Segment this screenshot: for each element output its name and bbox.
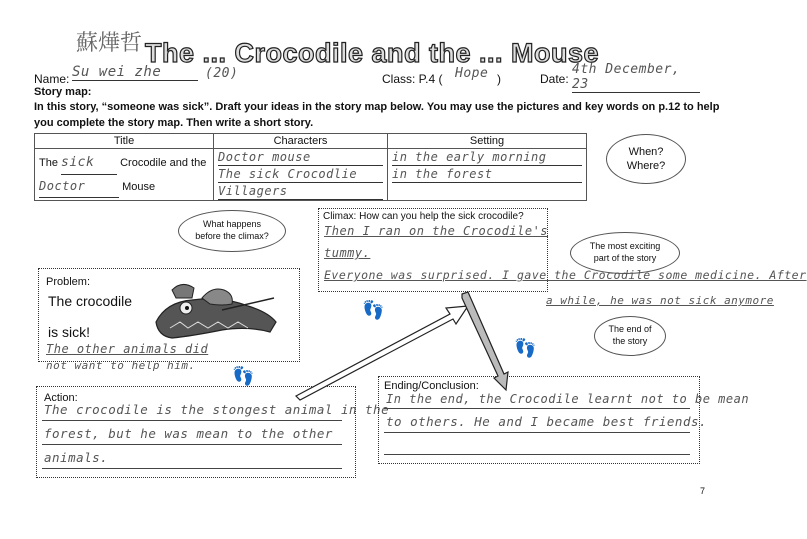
cloud-end-story: The end of the story — [594, 316, 666, 356]
worksheet-title: The ... Crocodile and the ... Mouse — [145, 38, 600, 68]
title-end: Mouse — [122, 180, 156, 193]
cloud-before-climax: What happens before the climax? — [178, 210, 286, 252]
character-3: Villagers — [218, 183, 383, 200]
title-word-1: sick — [61, 152, 117, 175]
page-number: 7 — [700, 486, 706, 496]
setting-1: in the early morning — [392, 149, 582, 166]
characters-cell — [214, 149, 388, 201]
name-value: Su wei zhe — [72, 64, 198, 81]
action-label: Action: — [44, 392, 78, 404]
ending-rule-3 — [384, 454, 690, 455]
action-rule-2 — [42, 444, 342, 445]
class-close: ) — [497, 72, 501, 86]
cloud-when-where: When? Where? — [606, 134, 686, 184]
character-1: Doctor mouse — [218, 149, 383, 166]
arrow-down-to-ending — [458, 288, 518, 394]
story-map-table — [34, 133, 587, 201]
action-rule-3 — [42, 468, 342, 469]
class-value: Hope — [455, 66, 489, 81]
title-cell — [35, 149, 214, 201]
title-header: Title — [35, 134, 214, 149]
setting-2: in the forest — [392, 166, 582, 183]
story-map-heading: Story map: — [34, 86, 92, 98]
title-word-2: Doctor — [39, 175, 119, 198]
ending-rule-2 — [384, 432, 690, 433]
problem-label: Problem: — [46, 276, 91, 288]
climax-line-4: a while, he was not sick anymore — [546, 294, 774, 307]
footprints-icon: 👣 — [232, 366, 251, 386]
chinese-name: 蘇燁哲 — [76, 31, 143, 56]
ending-line-2: to others. He and I became best friends. — [386, 414, 708, 429]
ending-line-1: In the end, the Crocodile learnt not to be mean — [386, 392, 750, 406]
climax-label: Climax: How can you help the sick crocodile? — [323, 211, 524, 222]
problem-text-1: The crocodile — [48, 293, 133, 309]
footprints-icon: 👣 — [362, 300, 381, 320]
climax-line-2: tummy. — [324, 246, 371, 260]
date-label: Date: — [540, 72, 569, 86]
problem-text-2: is sick! — [48, 324, 90, 340]
setting-cell — [388, 149, 587, 201]
name-label: Name: — [34, 72, 70, 86]
climax-line-1: Then I ran on the Crocodile's — [324, 224, 549, 238]
action-rule-1 — [42, 420, 342, 421]
class-number-value: (20) — [205, 66, 239, 81]
class-label: Class: P.4 ( — [382, 72, 443, 86]
problem-hand-1: The other animals did — [46, 342, 209, 356]
title-middle: Crocodile and the — [120, 156, 207, 169]
date-value: 4th December, 23 — [572, 62, 700, 93]
character-2: The sick Crocodlie — [218, 166, 383, 183]
action-line-2: forest, but he was mean to the other — [44, 426, 333, 441]
climax-line-3: Everyone was surprised. I gave the Crocodile some medicine. After — [324, 268, 807, 282]
problem-hand-2: not want to help him. — [46, 359, 196, 372]
crocodile-illustration — [152, 276, 282, 348]
ending-label: Ending/Conclusion: — [384, 380, 479, 392]
setting-header: Setting — [388, 134, 587, 149]
title-prefix: The — [39, 156, 58, 169]
footprints-icon: 👣 — [514, 338, 533, 358]
instructions-text: In this story, “someone was sick”. Draft your ideas in the story map below. You may use the pictures and key words on p.12 to help you complete the story map. Then write a short story. — [34, 101, 720, 129]
action-line-3: animals. — [44, 450, 109, 465]
ending-rule-1 — [384, 408, 690, 409]
action-line-1: The crocodile is the stongest animal in the — [44, 402, 390, 417]
characters-header: Characters — [214, 134, 388, 149]
cloud-most-exciting: The most exciting part of the story — [570, 232, 680, 274]
